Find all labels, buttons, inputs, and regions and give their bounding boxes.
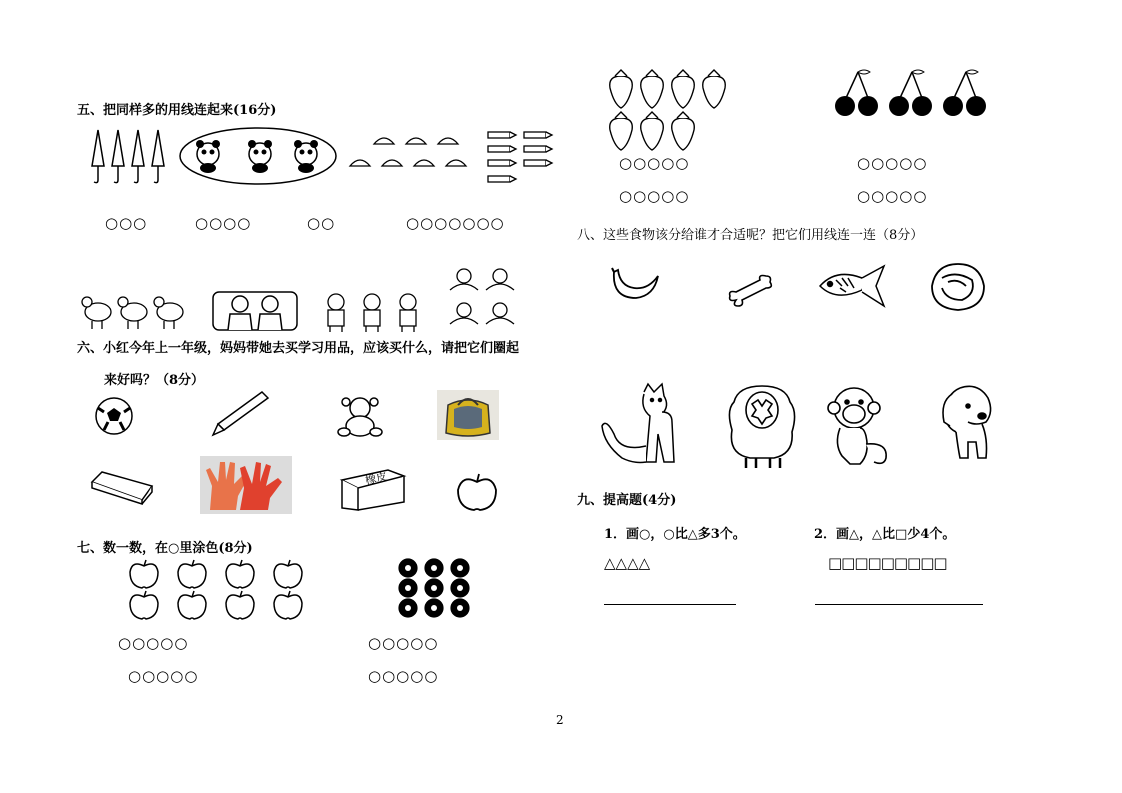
banana-picture[interactable]	[608, 264, 660, 304]
question-2-answer-line[interactable]	[815, 604, 983, 605]
children-picture	[212, 290, 298, 332]
balls-circle-row-2[interactable]: ○○○○○	[368, 667, 439, 685]
cabbage-picture[interactable]	[928, 260, 988, 314]
pencil-case-picture[interactable]	[88, 468, 156, 506]
question-2-squares: □□□□□□□□□	[828, 554, 947, 572]
pigs-picture	[320, 290, 426, 332]
section6-heading-line2: 来好吗？（8分）	[104, 373, 205, 388]
dog-picture[interactable]	[938, 382, 1000, 462]
apples-circle-row-1[interactable]: ○○○○○	[118, 634, 189, 652]
circle-row-4[interactable]: ○○○○○○○	[406, 214, 505, 232]
section6-heading-line1: 六、小红今年上一年级，妈妈带她去买学习用品，应该买什么，请把它们圈起	[77, 341, 520, 356]
cherries-picture	[832, 68, 992, 120]
cherry-circle-row-2[interactable]: ○○○○○	[857, 187, 928, 205]
question-1-text: 1．画○，○比△多3个。	[604, 527, 746, 542]
section9-heading: 九、提高题(4分)	[577, 493, 677, 508]
teddy-bear-picture[interactable]	[336, 396, 384, 438]
circle-row-2[interactable]: ○○○○	[195, 214, 252, 232]
umbrellas-picture	[88, 128, 170, 186]
strawberry-circle-row-1[interactable]: ○○○○○	[619, 154, 690, 172]
birds-picture	[446, 262, 520, 332]
circle-row-3[interactable]: ○○	[307, 214, 336, 232]
question-2-text: 2．画△，△比□少4个。	[814, 527, 956, 542]
shells-picture	[346, 132, 470, 176]
section7-heading: 七、数一数，在○里涂色(8分)	[77, 541, 253, 556]
chickens-picture	[78, 288, 194, 332]
cat-picture[interactable]	[600, 382, 688, 468]
balls-counting-picture	[396, 558, 476, 618]
eraser-label: 橡皮	[363, 469, 389, 488]
section8-heading: 八、这些食物该分给谁才合适呢？把它们用线连一连（8分）	[577, 228, 924, 243]
apples-circle-row-2[interactable]: ○○○○○	[128, 667, 199, 685]
gloves-picture[interactable]	[200, 456, 292, 514]
strawberry-circle-row-2[interactable]: ○○○○○	[619, 187, 690, 205]
balls-circle-row-1[interactable]: ○○○○○	[368, 634, 439, 652]
school-bag-picture[interactable]	[436, 389, 500, 441]
section5-heading: 五、把同样多的用线连起来(16分)	[77, 103, 277, 118]
question-1-answer-line[interactable]	[604, 604, 736, 605]
page-number: 2	[556, 713, 564, 727]
pencils-picture	[486, 128, 554, 190]
pandas-picture	[178, 126, 338, 186]
pencil-picture[interactable]	[210, 390, 270, 438]
sheep-picture[interactable]	[724, 380, 800, 470]
question-1-triangles: △△△△	[604, 554, 651, 572]
apples-counting-picture	[126, 558, 308, 622]
cherry-circle-row-1[interactable]: ○○○○○	[857, 154, 928, 172]
monkey-picture[interactable]	[830, 384, 894, 468]
circle-row-1[interactable]: ○○○	[105, 214, 148, 232]
fish-picture[interactable]	[816, 262, 888, 312]
strawberries-picture	[606, 68, 730, 154]
bone-picture[interactable]	[726, 272, 776, 312]
soccer-ball-picture[interactable]	[92, 396, 136, 436]
apple-picture[interactable]	[454, 472, 500, 512]
